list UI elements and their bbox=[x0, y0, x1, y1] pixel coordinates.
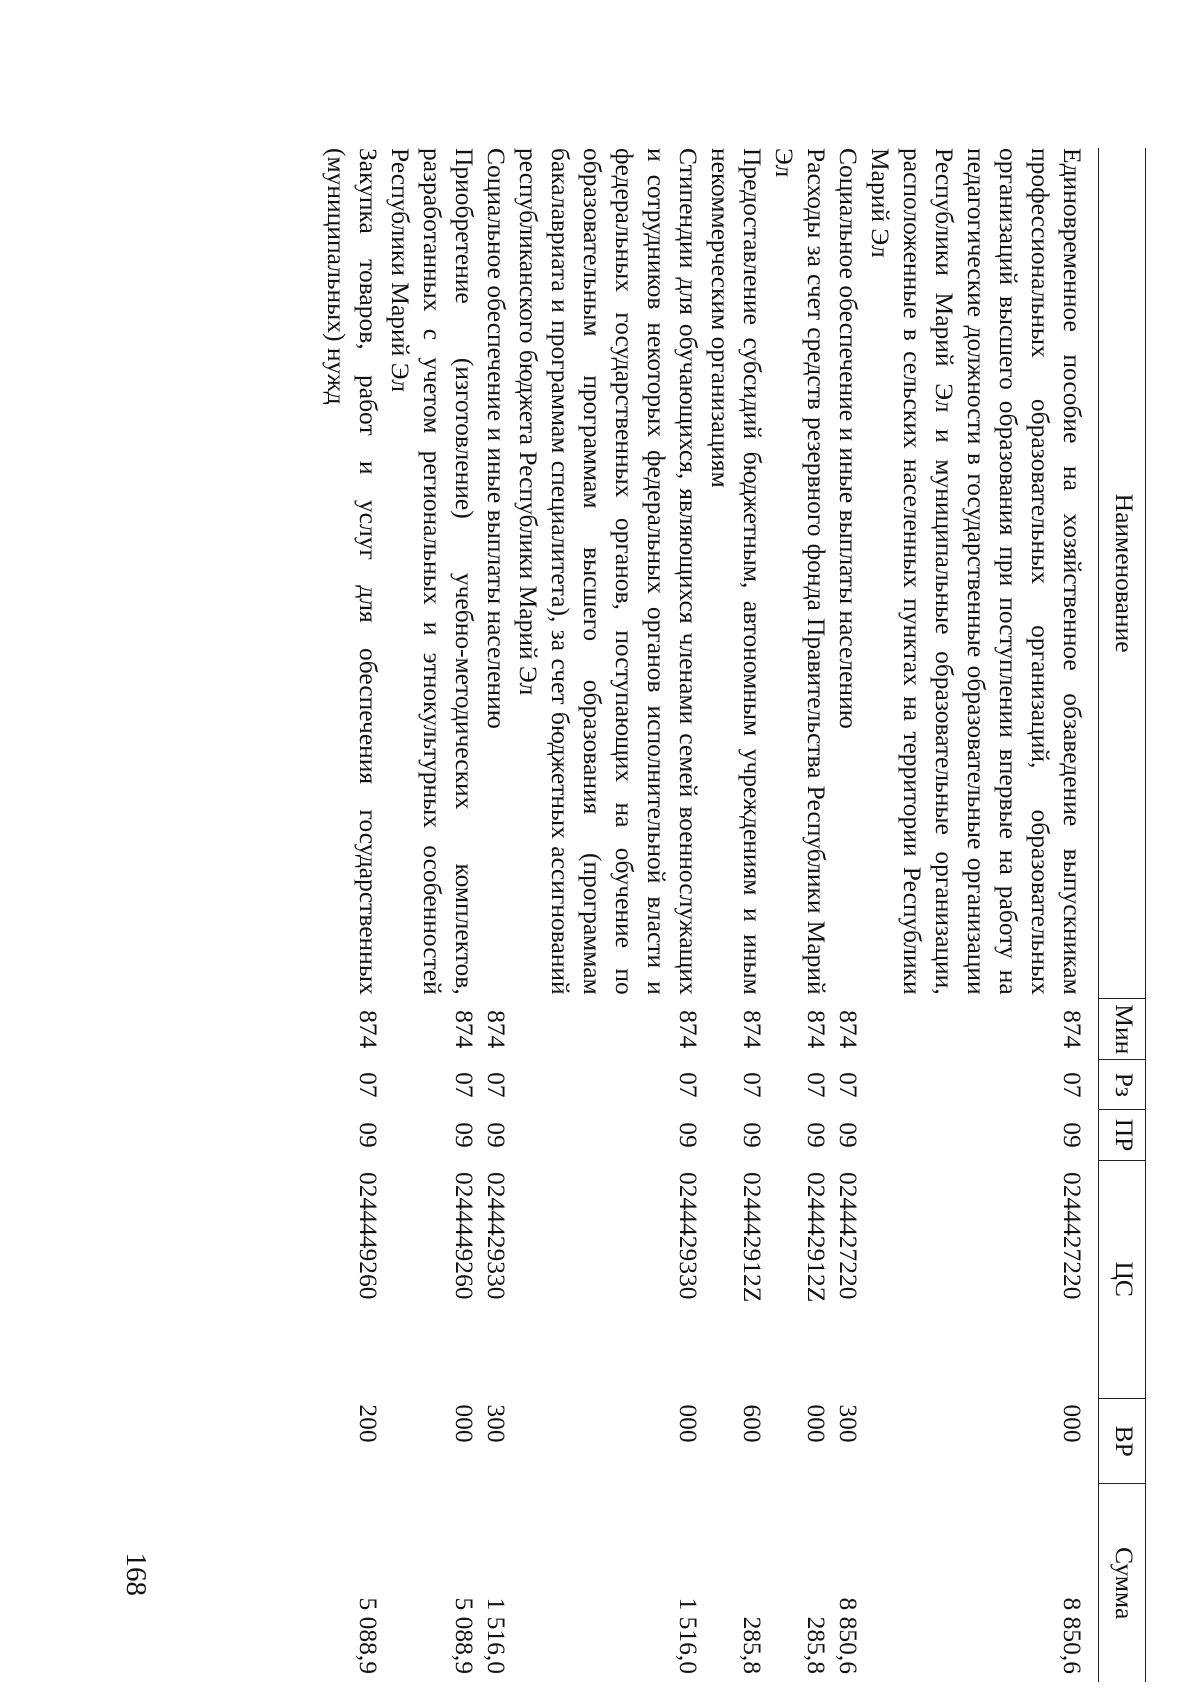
row-cs: 0244427220 bbox=[834, 1172, 863, 1300]
budget-table bbox=[320, 148, 1146, 1682]
row-rz: 07 bbox=[738, 1072, 767, 1098]
row-min: 874 bbox=[802, 1010, 831, 1049]
row-pr: 09 bbox=[674, 1122, 703, 1148]
row-name: Предоставление субсидий бюджетным, автономным учреждениям и иным некоммерческим организациям bbox=[706, 148, 767, 995]
row-cs: 0244427220 bbox=[1058, 1172, 1087, 1300]
row-vr: 000 bbox=[802, 1404, 831, 1443]
table-row bbox=[768, 148, 832, 1682]
header-sum: Сумма bbox=[1099, 1484, 1146, 1682]
row-cs: 024442912Z bbox=[738, 1172, 767, 1303]
table-row bbox=[320, 148, 384, 1682]
row-pr: 09 bbox=[802, 1122, 831, 1148]
row-cs: 024442912Z bbox=[802, 1172, 831, 1303]
budget-table-container bbox=[320, 148, 1146, 1682]
row-min: 874 bbox=[834, 1010, 863, 1049]
row-min: 874 bbox=[482, 1010, 511, 1049]
header-row bbox=[1099, 148, 1146, 1682]
header-name: Наименование bbox=[1099, 148, 1146, 999]
header-pr: ПР bbox=[1099, 1110, 1146, 1160]
row-vr: 300 bbox=[834, 1404, 863, 1443]
row-rz: 07 bbox=[802, 1072, 831, 1098]
row-cs: 0244449260 bbox=[450, 1172, 479, 1300]
table-body bbox=[320, 148, 1099, 1682]
table-row bbox=[864, 148, 1099, 1682]
row-rz: 07 bbox=[674, 1072, 703, 1098]
header-min: Мин bbox=[1099, 999, 1146, 1060]
row-pr: 09 bbox=[482, 1122, 511, 1148]
row-sum: 5 088,9 bbox=[354, 1597, 383, 1674]
row-vr: 000 bbox=[1058, 1404, 1087, 1443]
row-vr: 600 bbox=[738, 1404, 767, 1443]
row-name: Единовременное пособие на хозяйственное обзаведение выпускникам профессиональных образовательных организаций, образовательных организаций высшего образования при поступлении впервые на работу на педагогические должности в государственные образовательные организации Республики Марий Эл и муниципальные образовательные организации, расположенные в сельских населенных пунктах на территории Республики Марий Эл bbox=[866, 148, 1087, 995]
row-min: 874 bbox=[354, 1010, 383, 1049]
row-pr: 09 bbox=[354, 1122, 383, 1148]
row-cs: 0244429330 bbox=[482, 1172, 511, 1300]
header-vr: ВР bbox=[1099, 1398, 1146, 1484]
row-rz: 07 bbox=[354, 1072, 383, 1098]
row-vr: 000 bbox=[674, 1404, 703, 1443]
table-row bbox=[704, 148, 768, 1682]
header-cs: ЦС bbox=[1099, 1160, 1146, 1398]
row-name: Приобретение (изготовление) учебно-методических комплектов, разработанных с учетом региональных и этнокультурных особенностей Республики Марий Эл bbox=[386, 148, 479, 995]
table-row bbox=[384, 148, 480, 1682]
row-name: Расходы за счет средств резервного фонда Правительства Республики Марий Эл bbox=[770, 148, 831, 995]
row-pr: 09 bbox=[450, 1122, 479, 1148]
row-vr: 000 bbox=[450, 1404, 479, 1443]
row-pr: 09 bbox=[834, 1122, 863, 1148]
row-min: 874 bbox=[738, 1010, 767, 1049]
row-min: 874 bbox=[674, 1010, 703, 1049]
row-sum: 1 516,0 bbox=[674, 1597, 703, 1674]
row-rz: 07 bbox=[482, 1072, 511, 1098]
row-sum: 5 088,9 bbox=[450, 1597, 479, 1674]
table-row bbox=[512, 148, 704, 1682]
row-sum: 8 850,6 bbox=[834, 1597, 863, 1674]
row-sum: 1 516,0 bbox=[482, 1597, 511, 1674]
row-sum: 285,8 bbox=[802, 1616, 831, 1674]
row-pr: 09 bbox=[738, 1122, 767, 1148]
row-name: Закупка товаров, работ и услуг для обеспечения государственных (муниципальных) нужд bbox=[322, 148, 383, 995]
row-vr: 300 bbox=[482, 1404, 511, 1443]
row-sum: 285,8 bbox=[738, 1616, 767, 1674]
row-rz: 07 bbox=[450, 1072, 479, 1098]
row-vr: 200 bbox=[354, 1404, 383, 1443]
table-header bbox=[1099, 148, 1146, 1682]
row-sum: 8 850,6 bbox=[1058, 1597, 1087, 1674]
row-name: Социальное обеспечение и иные выплаты населению bbox=[834, 148, 863, 729]
row-min: 874 bbox=[1058, 1010, 1087, 1049]
row-name: Социальное обеспечение и иные выплаты населению bbox=[482, 148, 511, 729]
table-row bbox=[480, 148, 512, 1682]
header-rz: Рз bbox=[1099, 1060, 1146, 1110]
row-rz: 07 bbox=[834, 1072, 863, 1098]
row-pr: 09 bbox=[1058, 1122, 1087, 1148]
row-min: 874 bbox=[450, 1010, 479, 1049]
table-row bbox=[832, 148, 864, 1682]
row-cs: 0244429330 bbox=[674, 1172, 703, 1300]
row-rz: 07 bbox=[1058, 1072, 1087, 1098]
row-cs: 0244449260 bbox=[354, 1172, 383, 1300]
row-name: Стипендии для обучающихся, являющихся членами семей военнослужащих и сотрудников некоторых федеральных органов исполнительной власти и федеральных государственных органов, поступающих на обучение по образовательным программам высшего образования (программам бакалавриата и программам специалитета), за счет бюджетных ассигнований республиканского бюджета Республики Марий Эл bbox=[514, 148, 703, 995]
page-number: 168 bbox=[120, 1552, 152, 1596]
